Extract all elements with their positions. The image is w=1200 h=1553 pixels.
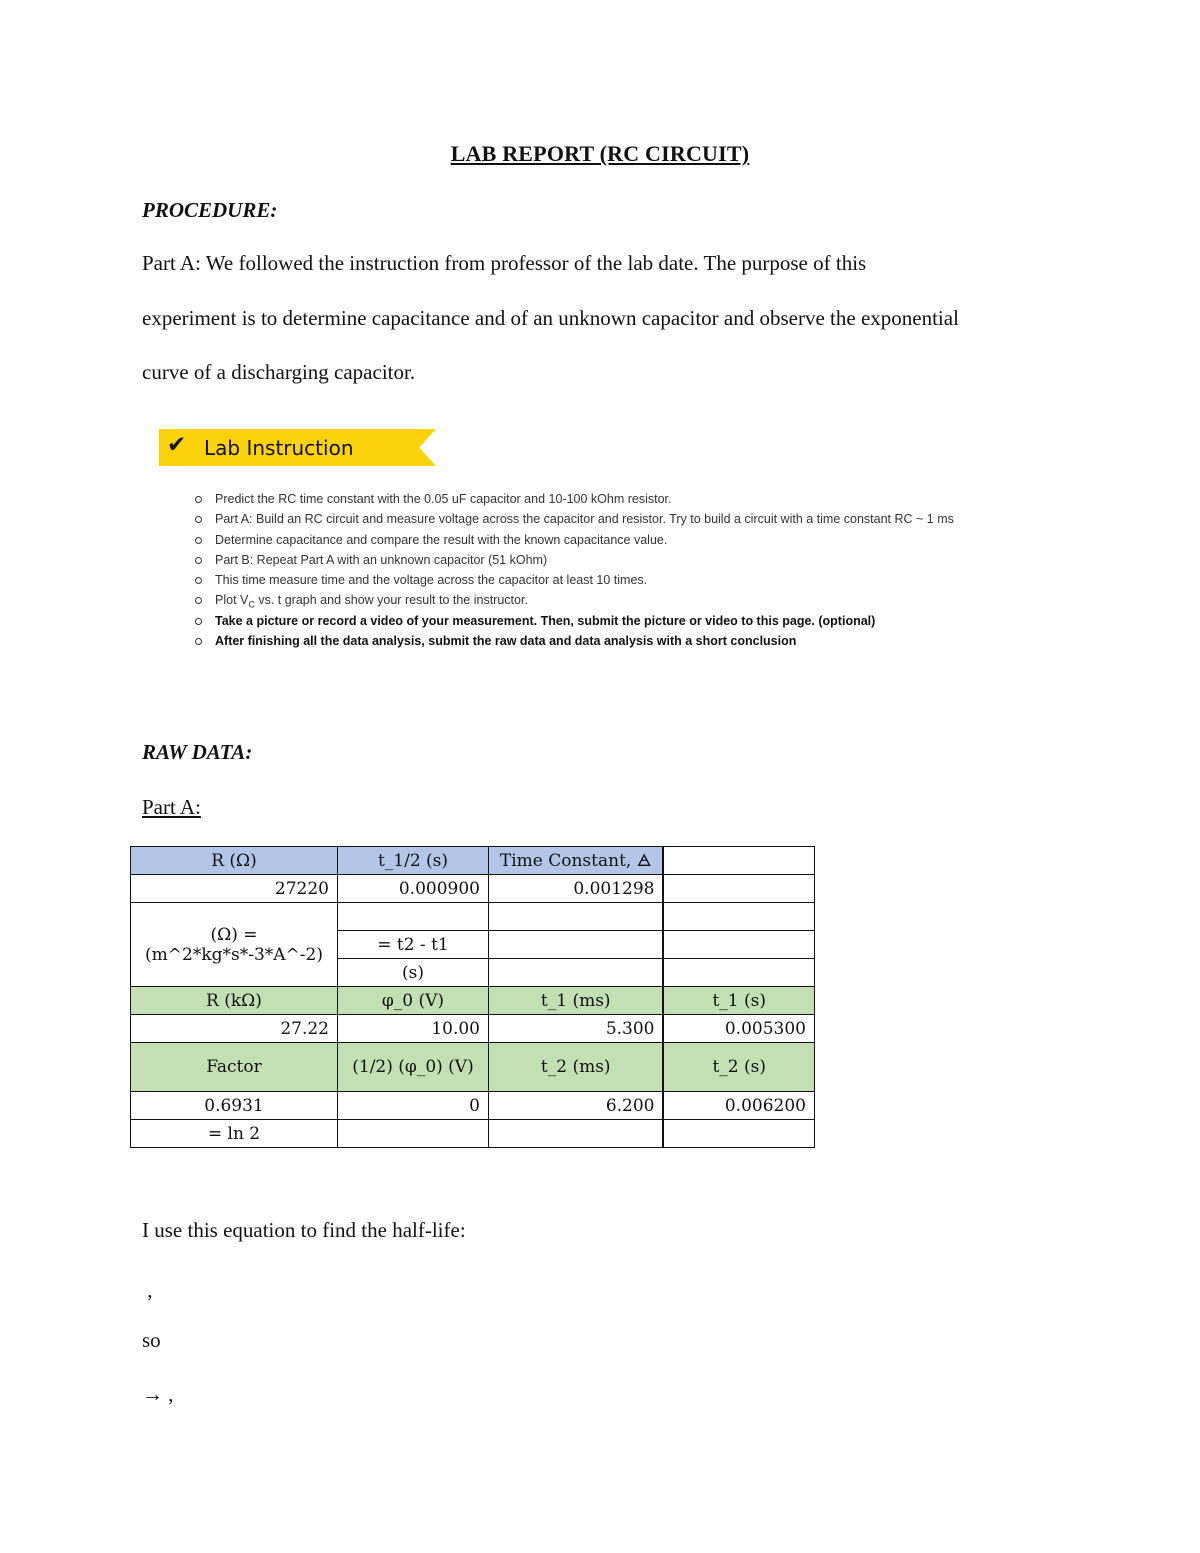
table-cell <box>337 903 488 931</box>
table-cell: (s) <box>337 959 488 987</box>
table-cell: R (kΩ) <box>131 987 338 1015</box>
table-cell: 0.005300 <box>663 1015 814 1043</box>
lab-instruction-list <box>195 489 954 651</box>
table-row <box>131 1015 815 1043</box>
table-cell: 10.00 <box>337 1015 488 1043</box>
table-cell: t_1 (s) <box>663 987 814 1015</box>
table-row <box>131 875 815 903</box>
table-cell: 0.006200 <box>663 1092 814 1120</box>
table-row <box>131 1092 815 1120</box>
table-cell: 0.001298 <box>488 875 663 903</box>
table-cell <box>488 931 663 959</box>
list-item: After finishing all the data analysis, submit the raw data and data analysis with a short conclusion <box>195 631 954 651</box>
procedure-line: experiment is to determine capacitance and of an unknown capacitor and observe the exponential <box>142 305 959 330</box>
list-item: Part B: Repeat Part A with an unknown capacitor (51 kOhm) <box>195 550 954 570</box>
table-cell: = t2 - t1 <box>337 931 488 959</box>
bullet-icon <box>195 577 202 584</box>
table-cell: t_1 (ms) <box>488 987 663 1015</box>
equation-line: , <box>142 1278 153 1302</box>
bullet-icon <box>195 557 202 564</box>
table-cell <box>488 1120 663 1148</box>
bullet-icon <box>195 516 202 523</box>
table-cell: 0.000900 <box>337 875 488 903</box>
page-title: LAB REPORT (RC CIRCUIT) <box>450 141 750 166</box>
table-cell: φ_0 (V) <box>337 987 488 1015</box>
table-cell: Factor <box>131 1043 338 1092</box>
bullet-icon <box>195 618 202 625</box>
table-cell <box>663 959 814 987</box>
table-cell <box>488 959 663 987</box>
bullet-icon <box>195 597 202 604</box>
equation-line: so <box>142 1328 161 1352</box>
equation-line: → , <box>142 1382 174 1406</box>
list-item: Take a picture or record a video of your measurement. Then, submit the picture or video to this page. (optional) <box>195 611 954 631</box>
table-cell: 27.22 <box>131 1015 338 1043</box>
table-cell: 6.200 <box>488 1092 663 1120</box>
table-cell: Time Constant, 🜁 <box>488 847 663 875</box>
check-icon: ✔ <box>167 432 187 458</box>
table-row <box>131 1043 815 1092</box>
table-row <box>131 847 815 875</box>
table-cell <box>663 931 814 959</box>
bullet-icon <box>195 496 202 503</box>
table-cell <box>663 903 814 931</box>
table-cell: 5.300 <box>488 1015 663 1043</box>
procedure-line: Part A: We followed the instruction from professor of the lab date. The purpose of this <box>142 251 867 275</box>
table-cell: t_2 (ms) <box>488 1043 663 1092</box>
list-item: Predict the RC time constant with the 0.05 uF capacitor and 10-100 kOhm resistor. <box>195 489 954 509</box>
table-cell <box>488 903 663 931</box>
part-a-label: Part A: <box>142 795 201 819</box>
table-cell: R (Ω) <box>131 847 338 875</box>
table-cell <box>337 1120 488 1148</box>
table-cell: = ln 2 <box>131 1120 338 1148</box>
table-cell: 27220 <box>131 875 338 903</box>
list-item: Part A: Build an RC circuit and measure voltage across the capacitor and resistor. Try to build a circuit with a time constant RC ~ 1 ms <box>195 509 954 529</box>
table-cell: (1/2) (φ_0) (V) <box>337 1043 488 1092</box>
list-item: Plot $V_C$ vs. t graph and show your result to the instructor. <box>195 590 954 610</box>
bullet-icon <box>195 537 202 544</box>
list-item: Determine capacitance and compare the result with the known capacitance value. <box>195 530 954 550</box>
table-row <box>131 1120 815 1148</box>
procedure-heading: PROCEDURE: <box>142 198 278 222</box>
table-cell <box>663 1120 814 1148</box>
raw-data-table <box>130 846 815 1148</box>
list-item: This time measure time and the voltage across the capacitor at least 10 times. <box>195 570 954 590</box>
table-cell: 0 <box>337 1092 488 1120</box>
raw-data-heading: RAW DATA: <box>142 740 253 764</box>
unit-note-cell: (Ω) = (m^2*kg*s*-3*A^-2) <box>131 903 338 987</box>
lab-instruction-title: Lab Instruction <box>204 436 354 460</box>
table-cell: t_1/2 (s) <box>337 847 488 875</box>
table-row <box>131 903 815 931</box>
bullet-icon <box>195 638 202 645</box>
procedure-line: curve of a discharging capacitor. <box>142 360 416 384</box>
table-row <box>131 987 815 1015</box>
table-cell: 0.6931 <box>131 1092 338 1120</box>
procedure-paragraph <box>142 236 1082 400</box>
table-cell <box>663 847 814 875</box>
equation-intro: I use this equation to find the half-life: <box>142 1218 466 1242</box>
table-cell <box>663 875 814 903</box>
table-cell: t_2 (s) <box>663 1043 814 1092</box>
